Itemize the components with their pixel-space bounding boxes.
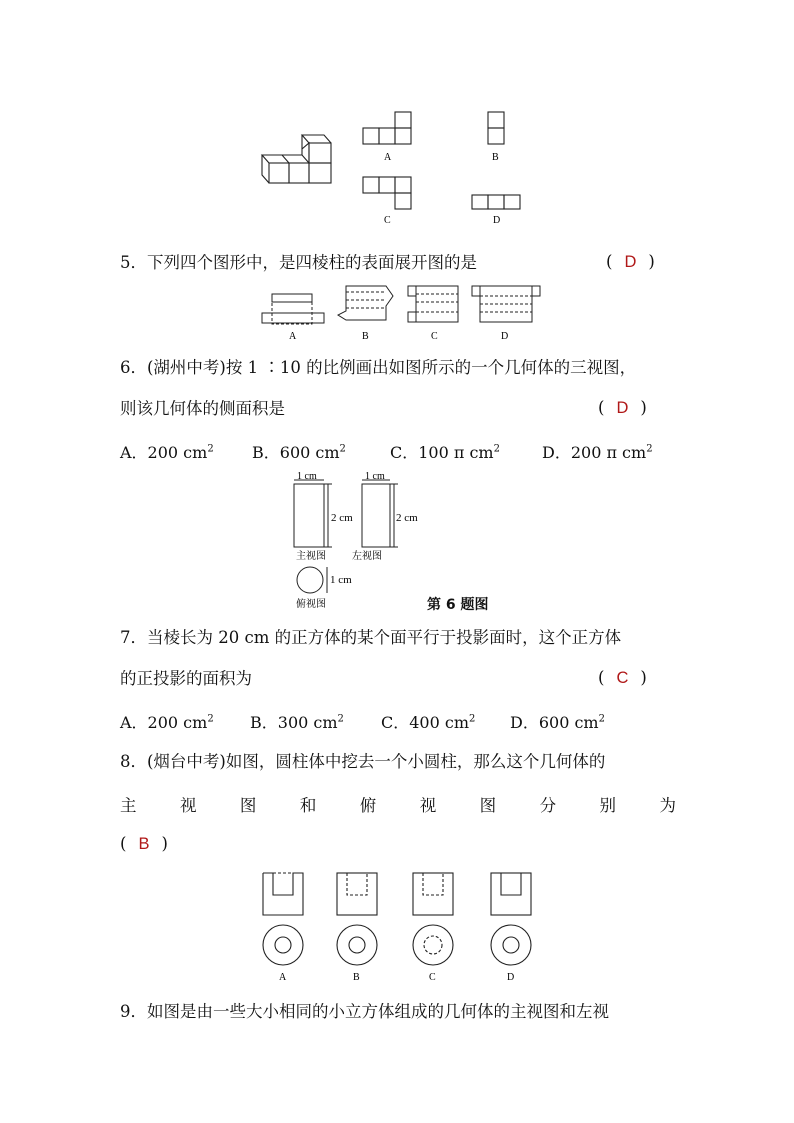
q8-char: 俯 <box>359 796 377 815</box>
paren-open: ( <box>606 252 613 271</box>
paren-open: ( <box>598 398 605 417</box>
paren-close: ) <box>161 834 168 853</box>
q6-answer: D <box>616 399 629 417</box>
left-dim-label: 1 cm <box>365 471 385 482</box>
view-label-b: B <box>353 972 360 983</box>
q7-answer-paren <box>598 668 647 688</box>
q6-figure-caption: 第 6 题图 <box>427 597 489 613</box>
q5-answer: D <box>624 253 637 271</box>
q8-answer: B <box>138 835 150 853</box>
q8-char: 图 <box>239 796 257 815</box>
q6-answer-paren <box>598 398 647 418</box>
q8-answer-paren <box>120 834 168 854</box>
left-view-label: 左视图 <box>352 551 382 562</box>
q8-line1: 8．(烟台中考)如图，圆柱体中挖去一个小圆柱，那么这个几何体的 <box>120 752 606 771</box>
paren-close: ) <box>640 668 647 687</box>
q8-char: 图 <box>479 796 497 815</box>
q6-choice-a: A．200 $cm^2$ <box>120 443 214 462</box>
view-label-c: C <box>429 972 436 983</box>
front-view-label: 主视图 <box>296 551 326 562</box>
q8-char: 主 <box>120 796 137 815</box>
option-label-b: B <box>492 152 499 163</box>
top-view-label: 俯视图 <box>296 599 326 610</box>
q7-line1: 7．当棱长为 20 cm 的正方体的某个面平行于投影面时，这个正方体 <box>120 628 622 647</box>
q5-text: 5．下列四个图形中，是四棱柱的表面展开图的是 <box>120 253 477 272</box>
option-label-d: D <box>493 215 501 226</box>
paren-close: ) <box>640 398 647 417</box>
net-label-a: A <box>289 331 297 342</box>
q7-choice-d: D．600 $cm^2$ <box>510 713 605 732</box>
q8-views-figure <box>255 866 545 988</box>
front-height-label: 2 cm <box>331 512 353 524</box>
q8-char: 和 <box>299 796 317 815</box>
q8-char: 分 <box>539 796 557 815</box>
q7-choice-b: B．300 $cm^2$ <box>250 713 344 732</box>
q7-line2: 的正投影的面积为 <box>120 669 252 688</box>
paren-open: ( <box>598 668 605 687</box>
left-height-label: 2 cm <box>396 512 418 524</box>
q7-choice-a: A．200 $cm^2$ <box>120 713 214 732</box>
q6-line2: 则该几何体的侧面积是 <box>120 399 285 418</box>
q8-char: 视 <box>419 796 437 815</box>
q6-choice-b: B．600 $cm^2$ <box>252 443 346 462</box>
q6-line1: 6．(湖州中考)按 1 ∶10 的比例画出如图所示的一个几何体的三视图， <box>120 358 637 377</box>
view-label-d: D <box>507 972 515 983</box>
net-label-c: C <box>431 331 438 342</box>
q5-answer-paren <box>606 252 655 272</box>
q6-choice-d: D．200 π $cm^2$ <box>542 443 653 462</box>
front-dim-label: 1 cm <box>297 471 317 482</box>
view-label-a: A <box>279 972 287 983</box>
net-label-b: B <box>362 331 369 342</box>
q6-choice-c: C．100 π $cm^2$ <box>390 443 500 462</box>
solid-cube-face <box>269 163 289 183</box>
paren-close: ) <box>648 252 655 271</box>
q8-line2 <box>120 792 676 816</box>
q7-choice-c: C．400 $cm^2$ <box>381 713 476 732</box>
circle-dim-label: 1 cm <box>330 574 352 586</box>
q6-three-views-figure <box>290 468 440 613</box>
q8-char: 视 <box>179 796 197 815</box>
q9-line1: 9．如图是由一些大小相同的小立方体组成的几何体的主视图和左视 <box>120 1002 609 1021</box>
q5-nets-figure <box>258 282 548 344</box>
option-label-a: A <box>384 152 392 163</box>
paren-open: ( <box>120 834 127 853</box>
q4-figure <box>255 105 535 230</box>
q8-char: 为 <box>659 796 676 815</box>
q7-answer: C <box>616 669 629 687</box>
option-label-c: C <box>384 215 391 226</box>
q8-char: 别 <box>599 796 616 815</box>
net-label-d: D <box>501 331 509 342</box>
